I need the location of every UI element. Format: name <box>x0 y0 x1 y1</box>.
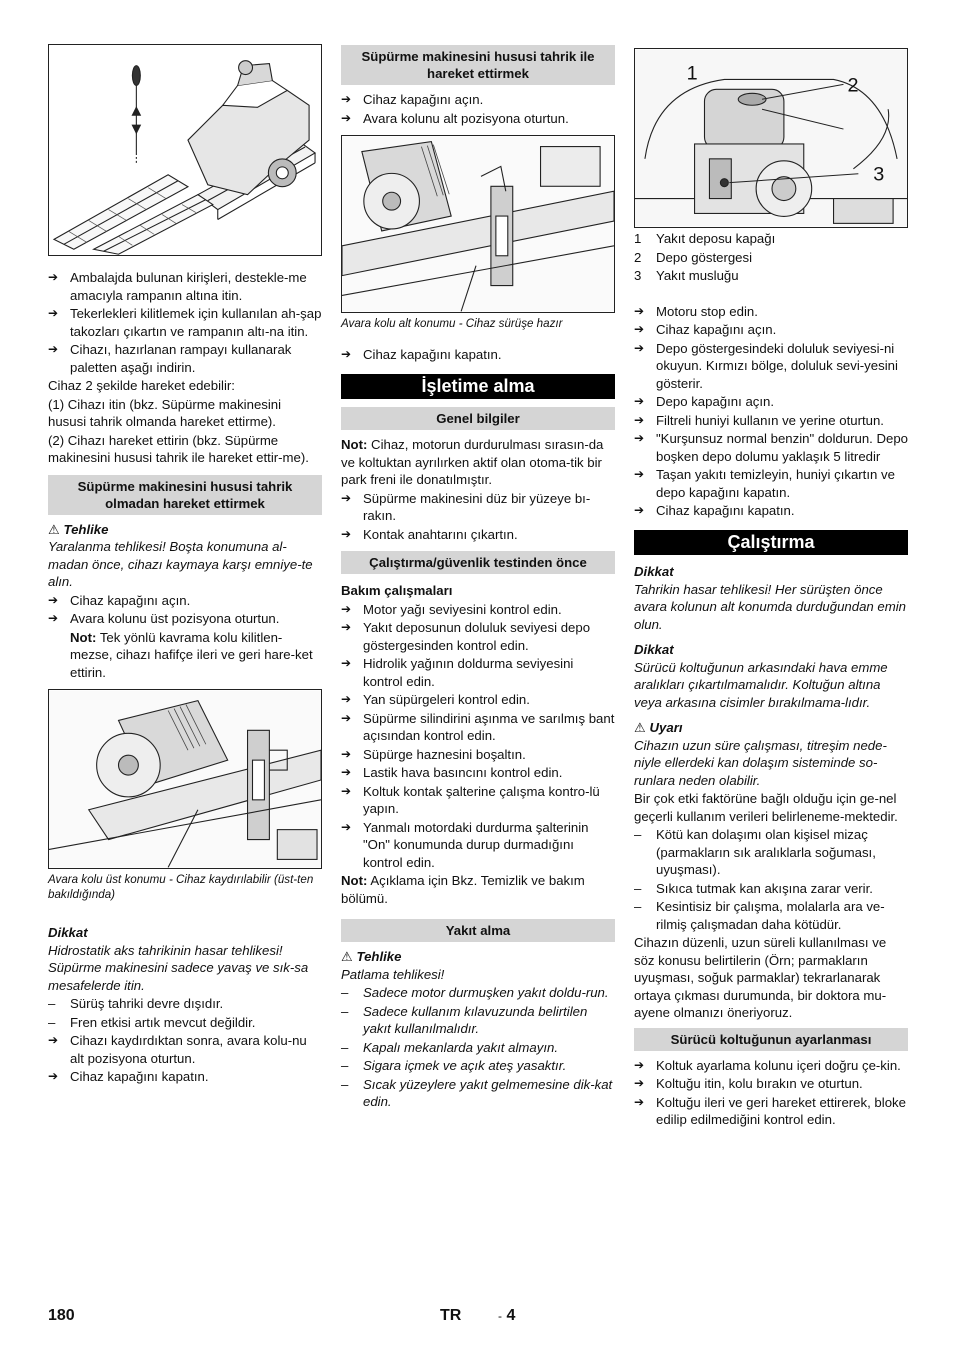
legend-item: 3 Yakıt musluğu <box>634 268 739 283</box>
section-heading: Yakıt alma <box>341 919 615 942</box>
main-heading: Çalıştırma <box>634 530 908 556</box>
arrow-icon: ➔ <box>634 1076 645 1090</box>
arrow-icon: ➔ <box>634 1057 645 1072</box>
figure-unloading-ramp <box>48 44 322 256</box>
step-item: ➔ Cihaz kapağını kapatın. <box>634 503 795 518</box>
section-heading: Süpürme makinesini hususi tahrik ile hareket ettirmek <box>341 45 615 85</box>
step-item: ➔ Motoru stop edin. <box>634 303 758 319</box>
legend-item: 2 Depo göstergesi <box>634 249 753 265</box>
caution-text: Tahrikin hasar tehlikesi! Her sürüşten önce avara kolunun alt konumda durduğundan emin olun. <box>634 581 906 632</box>
note: Not: Cihaz, motorun durdurulması sırasın-da ve koltuktan ayrılırken aktif olan otoma-tik bir park freni ile donatılmıştır. <box>341 437 604 487</box>
figure-lever-upper <box>48 689 322 869</box>
paragraph: (1) Cihazı itin (bkz. Süpürme makinesini hususi tahrik olmanda hareket ettirme). <box>48 396 282 429</box>
arrow-icon: ➔ <box>634 340 645 355</box>
dash-item: – Sigara içmek ve açık ateş yasaktır. <box>341 1058 567 1073</box>
step-item: ➔ Cihaz kapağını açın. <box>634 322 777 337</box>
step-item: ➔ Yan süpürgeleri kontrol edin. <box>341 692 530 707</box>
arrow-icon: ➔ <box>634 1094 645 1109</box>
warning-icon: ⚠ <box>634 720 646 735</box>
step-item: ➔ Süpürme silindirini aşınma ve sarılmış bant açısından kontrol edin. <box>341 710 615 743</box>
step-item: ➔ Filtreli huniyi kullanın ve yerine oturtun. <box>634 412 884 428</box>
step-item: ➔ Avara kolunu üst pozisyona oturtun. <box>48 611 280 626</box>
callout-2: 2 <box>847 74 859 97</box>
column-right <box>634 44 908 1130</box>
step-item: ➔ Depo kapağını açın. <box>634 394 775 409</box>
arrow-icon: ➔ <box>341 765 352 779</box>
arrow-icon: ➔ <box>634 412 645 427</box>
sub-page-number: - 4 <box>498 1307 516 1324</box>
caution-text: Sürücü koltuğunun arkasındaki hava emme aralıkları çıkartılmamalıdır. Koltuğun altına veya arkasına cisimler bırakılmama-lıdır. <box>634 659 888 710</box>
arrow-icon: ➔ <box>48 270 59 284</box>
step-item: ➔ Koltuk ayarlama kolunu içeri doğru çe-kin. <box>634 1057 901 1073</box>
arrow-icon: ➔ <box>634 322 645 336</box>
arrow-icon: ➔ <box>634 303 645 318</box>
main-heading: İşletime alma <box>341 374 615 400</box>
figure-engine <box>634 48 908 228</box>
step-item: ➔ Tekerlekleri kilitlemek için kullanılan ah-şap takozları çıkartın ve rampanın altı-na itin. <box>48 306 322 339</box>
step-item: ➔ Koltuk kontak şalterine çalışma kontro-lü yapın. <box>341 783 600 816</box>
dash-item: – Kapalı mekanlarda yakıt almayın. <box>341 1039 558 1055</box>
arrow-icon: ➔ <box>341 783 352 798</box>
ramp-illustration <box>49 45 321 255</box>
column-middle <box>341 44 615 1112</box>
caution-text: Hidrostatik aks tahrikinin hasar tehlikesi! Süpürme makinesini sadece yavaş ve sık-sa mesafelerde itin. <box>48 942 309 993</box>
dash-item: – Sadece motor durmuşken yakıt doldu-run. <box>341 985 609 1000</box>
figure-caption: Avara kolu üst konumu - Cihaz kaydırılabilir (üst-ten bakıldığında) <box>48 873 314 901</box>
step-item: ➔ Cihazı, hazırlanan rampayı kullanarak paletten aşağı indirin. <box>48 342 292 375</box>
dash-item: – Sadece kullanım kılavuzunda belirtilen yakıt kullanılmalıdır. <box>341 1003 588 1036</box>
dash-item: – Kesintisiz bir çalışma, molalarla ara ve-rilmiş çalışmadan daha kötüdür. <box>634 899 885 932</box>
arrow-icon: ➔ <box>48 306 59 320</box>
step-item: ➔ Depo göstergesindeki doluluk seviyesi-ni okuyun. Kırmızı bölge, doluluk sevi-yesini gösterir. <box>634 340 898 391</box>
step-item: ➔ Koltuğu itin, kolu bırakın ve oturtun. <box>634 1076 863 1091</box>
step-item: ➔ Cihaz kapağını açın. <box>341 92 484 107</box>
lever-lower-illustration <box>342 136 614 312</box>
callout-1: 1 <box>686 62 698 85</box>
figure-lever-lower <box>341 135 615 313</box>
step-item: ➔ Cihaz kapağını kapatın. <box>48 1069 209 1084</box>
step-item: ➔ Cihaz kapağını kapatın. <box>341 347 502 362</box>
language-code: TR <box>440 1307 462 1324</box>
arrow-icon: ➔ <box>341 92 352 106</box>
lever-upper-illustration <box>49 690 321 868</box>
legend-item: 1 Yakıt deposu kapağı <box>634 231 776 246</box>
arrow-icon: ➔ <box>341 620 352 634</box>
danger-label: ⚠ Tehlike <box>48 521 109 537</box>
arrow-icon: ➔ <box>634 394 645 408</box>
step-item: ➔ Süpürge haznesini boşaltın. <box>341 746 526 762</box>
step-item: ➔ "Kurşunsuz normal benzin" doldurun. Depo boşken depo dolumu yaklaşık 5 litredir <box>634 431 909 464</box>
arrow-icon: ➔ <box>341 746 352 761</box>
dash-item: – Fren etkisi artık mevcut değildir. <box>48 1014 256 1030</box>
dash-item: – Kötü kan dolaşımı olan kişisel mizaç (parmakların sık aralıklarla soğuması, uyuşması). <box>634 827 876 877</box>
step-item: ➔ Ambalajda bulunan kirişleri, destekle-me amacıyla rampanın altına itin. <box>48 270 307 303</box>
danger-text: Patlama tehlikesi! <box>341 966 445 982</box>
caution-label: Dikkat <box>634 564 674 579</box>
figure-caption: Avara kolu alt konumu - Cihaz sürüşe hazır <box>341 317 563 330</box>
section-heading: Genel bilgiler <box>341 407 615 430</box>
caution-label: Dikkat <box>634 642 674 657</box>
step-item: ➔ Yanmalı motordaki durdurma şalterinin "On" konumunda durup durmadığını kontrol edin. <box>341 819 589 870</box>
caution-label: Dikkat <box>48 925 88 940</box>
note: Not: Açıklama için Bkz. Temizlik ve bakım bölümü. <box>341 873 585 906</box>
dash-item: – Sıcak yüzeylere yakıt gelmemesine dik-kat edin. <box>341 1076 613 1109</box>
subheading: Bakım çalışmaları <box>341 583 453 598</box>
callout-3: 3 <box>873 163 885 186</box>
arrow-icon: ➔ <box>341 347 352 361</box>
arrow-icon: ➔ <box>48 592 59 607</box>
step-item: ➔ Cihazı kaydırdıktan sonra, avara kolu-nu alt pozisyona oturtun. <box>48 1033 307 1066</box>
arrow-icon: ➔ <box>634 431 645 445</box>
step-item: ➔ Süpürme makinesini düz bir yüzeye bı-rakın. <box>341 490 591 523</box>
warning-label: ⚠ Uyarı <box>634 720 683 735</box>
column-left <box>48 44 322 1087</box>
step-item: ➔ Koltuğu ileri ve geri hareket ettirerek, bloke edilip edilmediğini kontrol edin. <box>634 1094 906 1127</box>
warning-icon: ⚠ <box>48 521 60 537</box>
arrow-icon: ➔ <box>341 656 352 670</box>
section-heading: Sürücü koltuğunun ayarlanması <box>634 1028 908 1051</box>
warning-text: Cihazın uzun süre çalışması, titreşim nede-niyle ellerdeki kan dolaşım sisteminde so-runlara neden olabilir. <box>634 737 887 788</box>
arrow-icon: ➔ <box>341 692 352 706</box>
danger-text: Yaralanma tehlikesi! Boşta konumuna al-madan önce, cihazı kaymaya karşı emniye-te alın. <box>48 539 313 589</box>
step-item: ➔ Taşan yakıtı temizleyin, huniyi çıkartın ve depo kapağını kapatın. <box>634 467 895 500</box>
arrow-icon: ➔ <box>341 710 352 725</box>
step-item: ➔ Yakıt deposunun doluluk seviyesi depo göstergesinden kontrol edin. <box>341 620 591 653</box>
arrow-icon: ➔ <box>48 1069 59 1083</box>
page-footer <box>48 1307 908 1327</box>
paragraph: Cihazın düzenli, uzun süreli kullanılması ve söz konusu belirtilerin (Örn; parmakların uyuşması, soğuk parmaklar) tekrarlanarak ortaya çıkması durumunda, bir doktora mu-ayene olmanızı öneriyoruz. <box>634 935 887 1020</box>
paragraph: (2) Cihazı hareket ettirin (bkz. Süpürme makinesini hususi tahrik ile hareket ettir-me). <box>48 432 309 465</box>
paragraph: Bir çok etki faktörüne bağlı olduğu için ge-nel geçerli kullanım verileri belirleneme-mektedir. <box>634 791 898 824</box>
arrow-icon: ➔ <box>48 342 59 356</box>
paragraph: Cihaz 2 şekilde hareket edebilir: <box>48 378 235 393</box>
arrow-icon: ➔ <box>341 526 352 541</box>
step-item: ➔ Lastik hava basıncını kontrol edin. <box>341 765 563 780</box>
step-item: ➔ Cihaz kapağını açın. <box>48 592 191 608</box>
step-item: ➔ Kontak anahtarını çıkartın. <box>341 526 518 542</box>
danger-label: ⚠ Tehlike <box>341 949 402 964</box>
arrow-icon: ➔ <box>48 1033 59 1047</box>
section-heading: Çalıştırma/güvenlik testinden önce <box>341 551 615 574</box>
note: Not: Tek yönlü kavrama kolu kilitlen-mezse, cihazı hafifçe ileri ve geri hare-ket ettirin. <box>70 629 313 680</box>
dash-item: – Sıkıca tutmak kan akışına zarar verir. <box>634 880 873 896</box>
dash-item: – Sürüş tahriki devre dışıdır. <box>48 996 224 1011</box>
arrow-icon: ➔ <box>48 611 59 625</box>
arrow-icon: ➔ <box>341 819 352 834</box>
section-heading: Süpürme makinesini hususi tahrik olmadan hareket ettirmek <box>48 475 322 515</box>
engine-illustration <box>635 49 907 227</box>
step-item: ➔ Motor yağı seviyesini kontrol edin. <box>341 601 562 617</box>
arrow-icon: ➔ <box>341 110 352 125</box>
step-item: ➔ Hidrolik yağının doldurma seviyesini kontrol edin. <box>341 656 574 689</box>
arrow-icon: ➔ <box>634 467 645 481</box>
arrow-icon: ➔ <box>634 503 645 517</box>
warning-icon: ⚠ <box>341 949 353 964</box>
arrow-icon: ➔ <box>341 490 352 505</box>
arrow-icon: ➔ <box>341 601 352 616</box>
step-item: ➔ Avara kolunu alt pozisyona oturtun. <box>341 110 569 126</box>
page-number: 180 <box>48 1307 75 1324</box>
